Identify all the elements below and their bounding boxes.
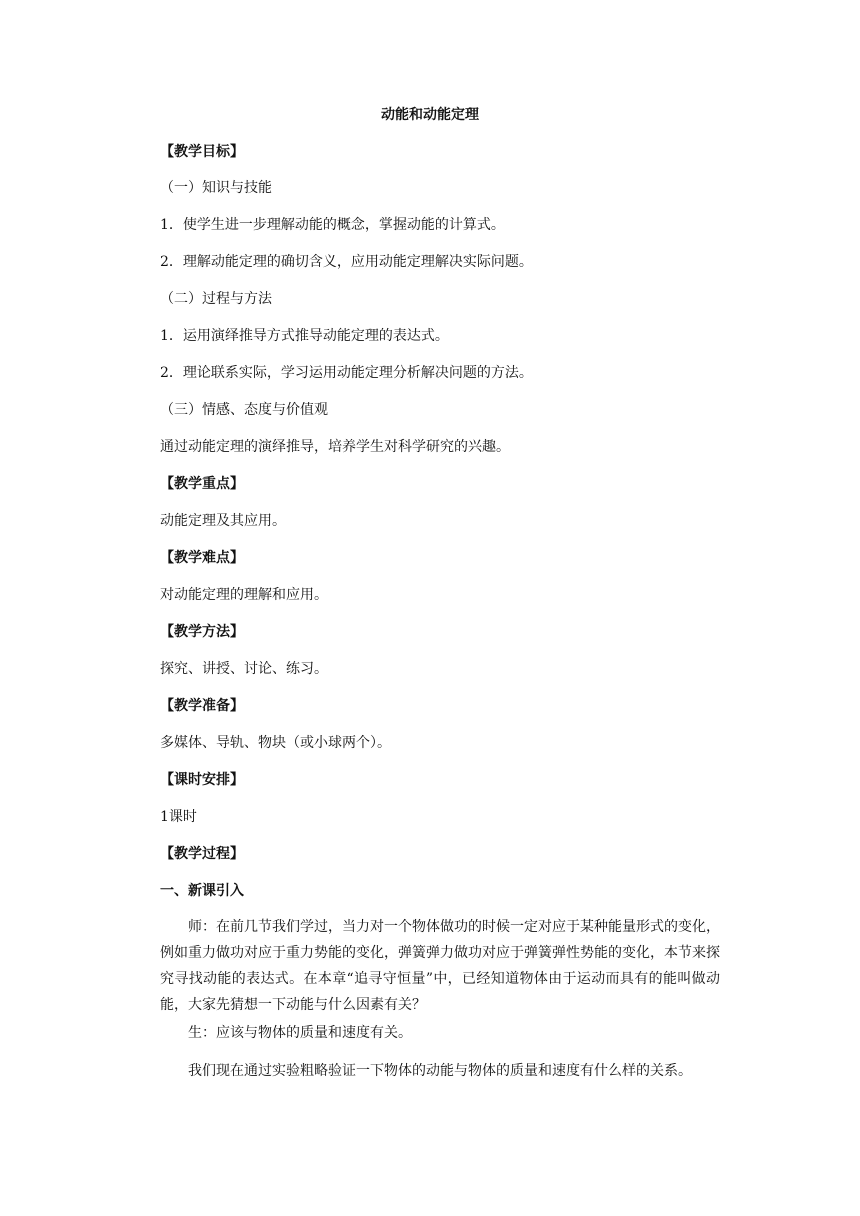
teaching-methods-text: 探究、讲授、讨论、练习。 bbox=[160, 661, 328, 677]
subheading-emotion-values: （三）情感、态度与价值观 bbox=[160, 402, 328, 418]
teacher-paragraph: 师：在前几节我们学过，当力对一个物体做功的时候一定对应于某种能量形式的变化，例如重力做功对应于重力势能的变化，弹簧弹力做功对应于弹簧弹性势能的变化，本节来探究寻找动能的表达式。在本章“追寻守恒量”中，已经知道物体由于运动而具有的能叫做动能，大家先猜想一下动能与什么因素有关？ bbox=[160, 919, 720, 1013]
heading-new-lesson-intro: 一、新课引入 bbox=[160, 883, 244, 899]
heading-teaching-goals: 【教学目标】 bbox=[160, 144, 244, 160]
heading-difficulties: 【教学难点】 bbox=[160, 550, 244, 566]
student-paragraph: 生：应该与物体的质量和速度有关。 bbox=[188, 1025, 412, 1041]
document-title: 动能和动能定理 bbox=[381, 107, 479, 123]
knowledge-item-2: 2．理解动能定理的确切含义，应用动能定理解决实际问题。 bbox=[160, 254, 533, 270]
heading-schedule: 【课时安排】 bbox=[160, 772, 244, 788]
subheading-process-method: （二）过程与方法 bbox=[160, 291, 272, 307]
heading-preparation: 【教学准备】 bbox=[160, 698, 244, 714]
process-item-2: 2．理论联系实际，学习运用动能定理分析解决问题的方法。 bbox=[160, 365, 533, 381]
difficulties-text: 对动能定理的理解和应用。 bbox=[160, 587, 328, 603]
knowledge-item-1: 1．使学生进一步理解动能的概念，掌握动能的计算式。 bbox=[160, 217, 505, 233]
heading-teaching-methods: 【教学方法】 bbox=[160, 624, 244, 640]
key-points-text: 动能定理及其应用。 bbox=[160, 513, 286, 529]
subheading-knowledge-skills: （一）知识与技能 bbox=[160, 180, 272, 196]
experiment-paragraph: 我们现在通过实验粗略验证一下物体的动能与物体的质量和速度有什么样的关系。 bbox=[188, 1063, 692, 1079]
process-item-1: 1．运用演绎推导方式推导动能定理的表达式。 bbox=[160, 328, 449, 344]
preparation-text: 多媒体、导轨、物块（或小球两个）。 bbox=[160, 735, 391, 751]
heading-key-points: 【教学重点】 bbox=[160, 476, 244, 492]
schedule-text: 1课时 bbox=[160, 809, 197, 825]
emotion-item-1: 通过动能定理的演绎推导，培养学生对科学研究的兴趣。 bbox=[160, 439, 510, 455]
heading-teaching-process: 【教学过程】 bbox=[160, 846, 244, 862]
